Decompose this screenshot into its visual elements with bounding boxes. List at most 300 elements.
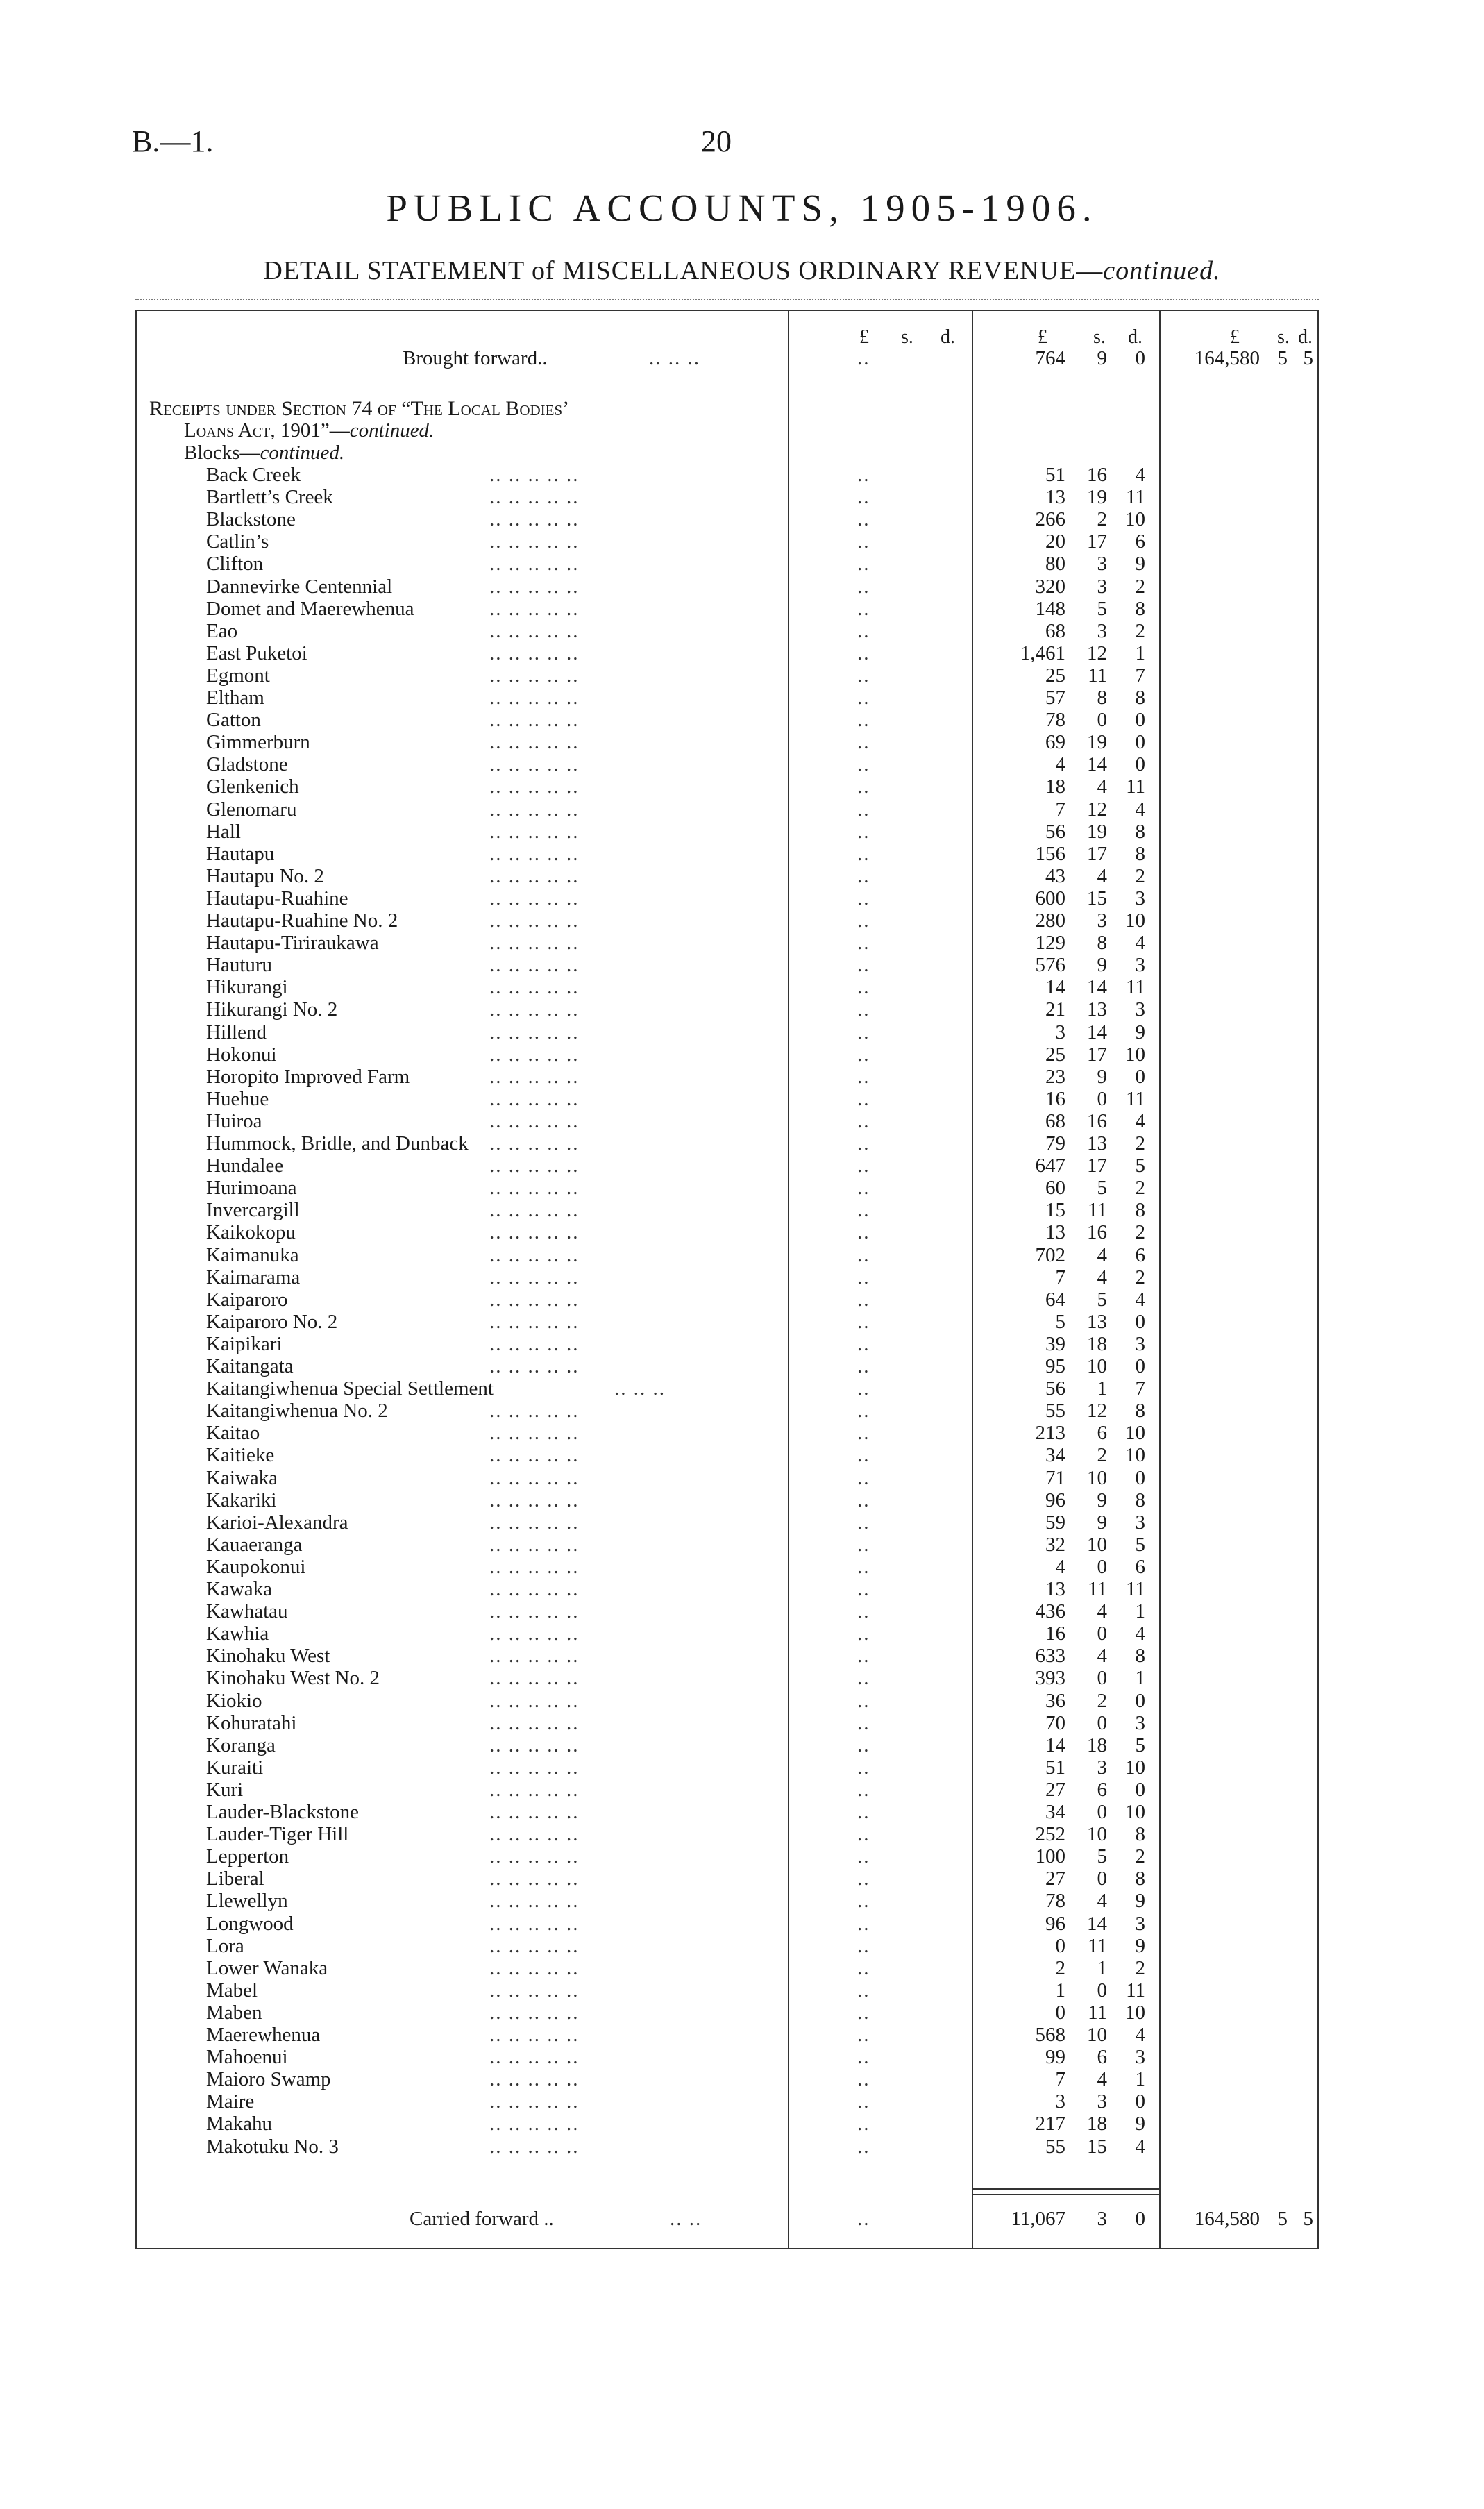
amount-pence: 2 bbox=[1135, 1266, 1145, 1289]
leader-dots: .. .. .. .. .. bbox=[489, 1578, 580, 1600]
col1-blank: .. bbox=[857, 642, 870, 664]
amount-pounds: 57 bbox=[1045, 687, 1065, 709]
amount-pounds: 393 bbox=[1035, 1667, 1065, 1689]
block-name: Gimmerburn bbox=[206, 731, 310, 753]
amount-pence: 2 bbox=[1135, 1132, 1145, 1155]
block-name: Horopito Improved Farm bbox=[206, 1066, 410, 1088]
amount-pounds: 3 bbox=[1055, 1021, 1065, 1043]
amount-pounds: 64 bbox=[1045, 1289, 1065, 1311]
amount-pence: 10 bbox=[1125, 909, 1145, 932]
amount-pounds: 7 bbox=[1055, 1266, 1065, 1289]
amount-pence: 3 bbox=[1135, 954, 1145, 976]
amount-pounds: 148 bbox=[1035, 598, 1065, 620]
amount-pounds: 156 bbox=[1035, 843, 1065, 865]
amount-shillings: 4 bbox=[1097, 1890, 1107, 1912]
block-name: Lower Wanaka bbox=[206, 1957, 328, 1979]
leader-dots: .. .. .. .. .. bbox=[489, 598, 580, 620]
leader-dots: .. .. .. .. .. bbox=[489, 530, 580, 553]
carried-forward-col1: .. bbox=[857, 2208, 870, 2230]
amount-pence: 0 bbox=[1135, 1779, 1145, 1801]
col1-blank: .. bbox=[857, 508, 870, 530]
leader-dots: .. .. .. .. .. bbox=[489, 1355, 580, 1377]
col1-blank: .. bbox=[857, 1645, 870, 1667]
col1-blank: .. bbox=[857, 553, 870, 575]
amount-shillings: 13 bbox=[1087, 998, 1107, 1021]
amount-shillings: 18 bbox=[1087, 1734, 1107, 1756]
col1-blank: .. bbox=[857, 1957, 870, 1979]
col1-blank: .. bbox=[857, 2090, 870, 2113]
amount-pence: 8 bbox=[1135, 843, 1145, 865]
amount-shillings: 3 bbox=[1097, 553, 1107, 575]
col1-blank: .. bbox=[857, 1756, 870, 1779]
leader-dots: .. .. .. .. .. bbox=[489, 1690, 580, 1712]
amount-pounds: 25 bbox=[1045, 664, 1065, 687]
amount-pence: 10 bbox=[1125, 508, 1145, 530]
col1-blank: .. bbox=[857, 1534, 870, 1556]
leader-dots: .. .. .. .. .. bbox=[489, 1489, 580, 1511]
amount-shillings: 18 bbox=[1087, 2113, 1107, 2135]
block-name: Eao bbox=[206, 620, 238, 642]
amount-pounds: 16 bbox=[1045, 1088, 1065, 1110]
block-name: Catlin’s bbox=[206, 530, 269, 553]
amount-shillings: 11 bbox=[1088, 1578, 1107, 1600]
block-name: Mabel bbox=[206, 1979, 258, 2002]
amount-pounds: 14 bbox=[1045, 1734, 1065, 1756]
block-name: Kaupokonui bbox=[206, 1556, 306, 1578]
amount-shillings: 0 bbox=[1097, 1622, 1107, 1645]
amount-shillings: 14 bbox=[1087, 1021, 1107, 1043]
amount-pounds: 78 bbox=[1045, 709, 1065, 731]
leader-dots: .. .. .. .. .. bbox=[489, 2024, 580, 2046]
amount-pence: 0 bbox=[1135, 1355, 1145, 1377]
amount-shillings: 4 bbox=[1097, 1600, 1107, 1622]
brought-forward-col2-shillings: 9 bbox=[1097, 347, 1107, 369]
block-name: East Puketoi bbox=[206, 642, 307, 664]
blocks-subheading bbox=[184, 442, 344, 464]
amount-shillings: 5 bbox=[1097, 1177, 1107, 1199]
leader-dots: .. .. .. .. .. bbox=[489, 1088, 580, 1110]
leader-dots: .. .. .. .. .. bbox=[489, 1868, 580, 1890]
block-name: Back Creek bbox=[206, 464, 301, 486]
amount-pence: 0 bbox=[1135, 753, 1145, 775]
amount-shillings: 19 bbox=[1087, 486, 1107, 508]
amount-pounds: 15 bbox=[1045, 1199, 1065, 1221]
block-name: Hauturu bbox=[206, 954, 273, 976]
col1-blank: .. bbox=[857, 1155, 870, 1177]
leader-dots: .. .. .. .. .. bbox=[489, 1600, 580, 1622]
leader-dots: .. .. .. .. .. bbox=[489, 2046, 580, 2068]
col1-blank: .. bbox=[857, 620, 870, 642]
block-name: Hikurangi No. 2 bbox=[206, 998, 338, 1021]
col1-blank: .. bbox=[857, 1734, 870, 1756]
leader-dots: .. .. .. .. .. bbox=[489, 2090, 580, 2113]
amount-pounds: 27 bbox=[1045, 1868, 1065, 1890]
amount-pounds: 13 bbox=[1045, 1221, 1065, 1243]
block-name: Kuri bbox=[206, 1779, 244, 1801]
amount-shillings: 0 bbox=[1097, 709, 1107, 731]
amount-shillings: 11 bbox=[1088, 1199, 1107, 1221]
amount-pence: 5 bbox=[1135, 1734, 1145, 1756]
amount-pounds: 39 bbox=[1045, 1333, 1065, 1355]
col1-blank: .. bbox=[857, 1845, 870, 1868]
leader-dots: .. .. .. .. .. bbox=[489, 954, 580, 976]
block-name: Kuraiti bbox=[206, 1756, 264, 1779]
carried-forward-label: Carried forward .. bbox=[410, 2208, 554, 2230]
leader-dots: .. .. .. .. .. bbox=[489, 821, 580, 843]
amount-pence: 0 bbox=[1135, 1467, 1145, 1489]
amount-pence: 4 bbox=[1135, 1110, 1145, 1132]
column-divider-3 bbox=[1159, 310, 1161, 2249]
amount-pounds: 70 bbox=[1045, 1712, 1065, 1734]
col2-pence-header: d. bbox=[1128, 326, 1142, 348]
block-name: Kaiparoro bbox=[206, 1289, 288, 1311]
brought-forward-col3-pence: 5 bbox=[1303, 347, 1313, 369]
col1-blank: .. bbox=[857, 1021, 870, 1043]
amount-shillings: 10 bbox=[1087, 1467, 1107, 1489]
amount-pence: 1 bbox=[1135, 1667, 1145, 1689]
col1-blank: .. bbox=[857, 1043, 870, 1066]
col1-blank: .. bbox=[857, 1600, 870, 1622]
amount-shillings: 2 bbox=[1097, 508, 1107, 530]
col3-shillings-header: s. bbox=[1277, 326, 1290, 348]
top-rule bbox=[135, 299, 1319, 300]
amount-pence: 8 bbox=[1135, 1199, 1145, 1221]
col1-blank: .. bbox=[857, 932, 870, 954]
amount-pence: 3 bbox=[1135, 998, 1145, 1021]
amount-pounds: 69 bbox=[1045, 731, 1065, 753]
block-name: Lepperton bbox=[206, 1845, 289, 1868]
leader-dots: .. .. .. .. .. bbox=[489, 753, 580, 775]
amount-shillings: 13 bbox=[1087, 1311, 1107, 1333]
brought-forward-label: Brought forward.. bbox=[403, 347, 548, 369]
amount-pence: 8 bbox=[1135, 598, 1145, 620]
amount-pounds: 129 bbox=[1035, 932, 1065, 954]
leader-dots: .. .. .. .. .. bbox=[489, 1467, 580, 1489]
amount-shillings: 16 bbox=[1087, 1110, 1107, 1132]
amount-pence: 3 bbox=[1135, 1333, 1145, 1355]
amount-shillings: 5 bbox=[1097, 1289, 1107, 1311]
amount-pence: 11 bbox=[1126, 486, 1145, 508]
col1-blank: .. bbox=[857, 1578, 870, 1600]
leader-dots: .. .. .. .. .. bbox=[489, 664, 580, 687]
col1-blank: .. bbox=[857, 1244, 870, 1266]
amount-pounds: 56 bbox=[1045, 1377, 1065, 1400]
col1-blank: .. bbox=[857, 1801, 870, 1823]
col3-pounds-header: £ bbox=[1230, 326, 1240, 348]
amount-pence: 8 bbox=[1135, 1400, 1145, 1422]
col1-blank: .. bbox=[857, 2113, 870, 2135]
col1-blank: .. bbox=[857, 1066, 870, 1088]
block-name: Kawhatau bbox=[206, 1600, 288, 1622]
leader-dots: .. .. .. .. .. bbox=[489, 1199, 580, 1221]
block-name: Huehue bbox=[206, 1088, 269, 1110]
amount-pence: 8 bbox=[1135, 1868, 1145, 1890]
amount-shillings: 14 bbox=[1087, 753, 1107, 775]
amount-pounds: 600 bbox=[1035, 887, 1065, 909]
amount-shillings: 4 bbox=[1097, 2068, 1107, 2090]
leader-dots: .. .. .. .. .. bbox=[489, 865, 580, 887]
amount-shillings: 0 bbox=[1097, 1712, 1107, 1734]
amount-pounds: 21 bbox=[1045, 998, 1065, 1021]
col1-blank: .. bbox=[857, 1311, 870, 1333]
amount-pounds: 99 bbox=[1045, 2046, 1065, 2068]
leader-dots: .. .. .. .. .. bbox=[489, 2113, 580, 2135]
amount-pounds: 576 bbox=[1035, 954, 1065, 976]
block-name: Glenkenich bbox=[206, 775, 299, 798]
leader-dots: .. .. .. .. .. bbox=[489, 2068, 580, 2090]
amount-pounds: 1,461 bbox=[1020, 642, 1065, 664]
block-name: Kaiwaka bbox=[206, 1467, 278, 1489]
amount-pounds: 96 bbox=[1045, 1913, 1065, 1935]
amount-pounds: 78 bbox=[1045, 1890, 1065, 1912]
col1-blank: .. bbox=[857, 887, 870, 909]
amount-shillings: 4 bbox=[1097, 865, 1107, 887]
amount-shillings: 0 bbox=[1097, 1088, 1107, 1110]
amount-pence: 4 bbox=[1135, 2024, 1145, 2046]
amount-pounds: 568 bbox=[1035, 2024, 1065, 2046]
amount-pence: 5 bbox=[1135, 1155, 1145, 1177]
col1-blank: .. bbox=[857, 954, 870, 976]
leader-dots: .. .. .. .. .. bbox=[489, 731, 580, 753]
amount-shillings: 12 bbox=[1087, 642, 1107, 664]
amount-pounds: 95 bbox=[1045, 1355, 1065, 1377]
amount-pence: 3 bbox=[1135, 887, 1145, 909]
amount-pounds: 34 bbox=[1045, 1801, 1065, 1823]
amount-pence: 11 bbox=[1126, 976, 1145, 998]
amount-shillings: 3 bbox=[1097, 909, 1107, 932]
block-name: Invercargill bbox=[206, 1199, 300, 1221]
leader-dots: .. .. .. bbox=[614, 1377, 666, 1400]
block-name: Hummock, Bridle, and Dunback bbox=[206, 1132, 469, 1155]
block-name: Maire bbox=[206, 2090, 255, 2113]
block-name: Kohuratahi bbox=[206, 1712, 297, 1734]
amount-pence: 3 bbox=[1135, 1913, 1145, 1935]
amount-pounds: 7 bbox=[1055, 2068, 1065, 2090]
block-name: Koranga bbox=[206, 1734, 276, 1756]
amount-shillings: 5 bbox=[1097, 598, 1107, 620]
col1-blank: .. bbox=[857, 821, 870, 843]
amount-shillings: 18 bbox=[1087, 1333, 1107, 1355]
leader-dots: .. .. .. .. .. bbox=[489, 1845, 580, 1868]
statement-subtitle bbox=[0, 255, 1484, 286]
brought-forward-col2-pounds: 764 bbox=[1035, 347, 1065, 369]
amount-pence: 9 bbox=[1135, 2113, 1145, 2135]
leader-dots: .. .. .. .. .. bbox=[489, 508, 580, 530]
amount-shillings: 6 bbox=[1097, 2046, 1107, 2068]
amount-pence: 9 bbox=[1135, 553, 1145, 575]
col1-blank: .. bbox=[857, 1333, 870, 1355]
amount-pounds: 0 bbox=[1055, 1935, 1065, 1957]
col1-pounds-header: £ bbox=[859, 326, 869, 348]
leader-dots: .. .. .. .. .. bbox=[489, 642, 580, 664]
amount-shillings: 6 bbox=[1097, 1779, 1107, 1801]
subtitle-main: DETAIL STATEMENT of MISCELLANEOUS ORDINARY REVENUE— bbox=[263, 256, 1104, 285]
block-name: Kaitieke bbox=[206, 1444, 275, 1466]
leader-dots: .. .. .. .. .. bbox=[489, 620, 580, 642]
amount-shillings: 12 bbox=[1087, 1400, 1107, 1422]
col1-blank: .. bbox=[857, 486, 870, 508]
block-name: Maioro Swamp bbox=[206, 2068, 331, 2090]
col1-blank: .. bbox=[857, 1511, 870, 1534]
amount-shillings: 9 bbox=[1097, 1066, 1107, 1088]
amount-pounds: 213 bbox=[1035, 1422, 1065, 1444]
leader-dots: .. .. .. .. .. bbox=[489, 1511, 580, 1534]
amount-pence: 0 bbox=[1135, 2090, 1145, 2113]
section-heading-act: Loans Act, 1901”— bbox=[184, 419, 350, 442]
block-name: Dannevirke Centennial bbox=[206, 576, 393, 598]
amount-shillings: 16 bbox=[1087, 464, 1107, 486]
amount-pounds: 4 bbox=[1055, 753, 1065, 775]
amount-shillings: 15 bbox=[1087, 2135, 1107, 2158]
amount-pence: 10 bbox=[1125, 1422, 1145, 1444]
col1-blank: .. bbox=[857, 598, 870, 620]
leader-dots: .. .. .. .. .. bbox=[489, 1132, 580, 1155]
block-name: Hall bbox=[206, 821, 241, 843]
col1-blank: .. bbox=[857, 687, 870, 709]
amount-pence: 7 bbox=[1135, 664, 1145, 687]
leader-dots: .. .. .. .. .. bbox=[489, 1979, 580, 2002]
block-name: Kaitangata bbox=[206, 1355, 294, 1377]
leader-dots: .. .. .. .. .. bbox=[489, 1110, 580, 1132]
block-name: Huiroa bbox=[206, 1110, 262, 1132]
leader-dots: .. .. .. .. .. bbox=[489, 464, 580, 486]
block-name: Kaimanuka bbox=[206, 1244, 299, 1266]
amount-shillings: 19 bbox=[1087, 821, 1107, 843]
leader-dots: .. .. .. .. .. bbox=[489, 1333, 580, 1355]
leader-dots: .. .. .. .. .. bbox=[489, 1890, 580, 1912]
leader-dots: .. .. .. .. .. bbox=[489, 1823, 580, 1845]
amount-pence: 10 bbox=[1125, 1043, 1145, 1066]
amount-pence: 4 bbox=[1135, 1289, 1145, 1311]
amount-shillings: 15 bbox=[1087, 887, 1107, 909]
amount-shillings: 14 bbox=[1087, 976, 1107, 998]
block-name: Makotuku No. 3 bbox=[206, 2135, 339, 2158]
col1-blank: .. bbox=[857, 1377, 870, 1400]
block-name: Kawaka bbox=[206, 1578, 273, 1600]
block-name: Kaimarama bbox=[206, 1266, 301, 1289]
amount-pence: 0 bbox=[1135, 731, 1145, 753]
carried-forward-col3-pounds: 164,580 bbox=[1194, 2208, 1260, 2230]
amount-shillings: 8 bbox=[1097, 687, 1107, 709]
col1-pence-header: d. bbox=[941, 326, 955, 348]
amount-pounds: 1 bbox=[1055, 1979, 1065, 2002]
amount-pounds: 51 bbox=[1045, 464, 1065, 486]
subtitle-continued: continued. bbox=[1103, 256, 1221, 285]
block-name: Hokonui bbox=[206, 1043, 277, 1066]
block-name: Makahu bbox=[206, 2113, 273, 2135]
amount-shillings: 17 bbox=[1087, 843, 1107, 865]
amount-pence: 7 bbox=[1135, 1377, 1145, 1400]
col1-blank: .. bbox=[857, 798, 870, 821]
blocks-label: Blocks— bbox=[184, 442, 260, 464]
block-name: Longwood bbox=[206, 1913, 294, 1935]
block-name: Domet and Maerewhenua bbox=[206, 598, 414, 620]
amount-pounds: 71 bbox=[1045, 1467, 1065, 1489]
col1-blank: .. bbox=[857, 1556, 870, 1578]
block-name: Liberal bbox=[206, 1868, 264, 1890]
brought-forward-col2-pence: 0 bbox=[1135, 347, 1145, 369]
col1-blank: .. bbox=[857, 1400, 870, 1422]
leader-dots: .. .. .. .. .. bbox=[489, 1221, 580, 1243]
leader-dots: .. .. .. .. .. bbox=[489, 1935, 580, 1957]
amount-pence: 10 bbox=[1125, 1756, 1145, 1779]
carried-forward-col3-shillings: 5 bbox=[1277, 2208, 1288, 2230]
column-divider-2 bbox=[972, 310, 973, 2249]
amount-pence: 3 bbox=[1135, 1712, 1145, 1734]
amount-shillings: 5 bbox=[1097, 1845, 1107, 1868]
block-name: Kaitao bbox=[206, 1422, 260, 1444]
amount-pence: 4 bbox=[1135, 798, 1145, 821]
leader-dots: .. .. .. .. .. bbox=[489, 998, 580, 1021]
brought-forward-col3-shillings: 5 bbox=[1277, 347, 1288, 369]
amount-pence: 9 bbox=[1135, 1021, 1145, 1043]
amount-pounds: 13 bbox=[1045, 486, 1065, 508]
col1-blank: .. bbox=[857, 576, 870, 598]
amount-pounds: 23 bbox=[1045, 1066, 1065, 1088]
col1-blank: .. bbox=[857, 2024, 870, 2046]
amount-shillings: 13 bbox=[1087, 1132, 1107, 1155]
col1-blank: .. bbox=[857, 1913, 870, 1935]
amount-pounds: 702 bbox=[1035, 1244, 1065, 1266]
leader-dots: .. .. .. .. .. bbox=[489, 687, 580, 709]
amount-shillings: 9 bbox=[1097, 1489, 1107, 1511]
amount-pounds: 0 bbox=[1055, 2002, 1065, 2024]
block-name: Lora bbox=[206, 1935, 244, 1957]
block-name: Llewellyn bbox=[206, 1890, 288, 1912]
column-divider-1 bbox=[788, 310, 789, 2249]
amount-pounds: 4 bbox=[1055, 1556, 1065, 1578]
leader-dots: .. .. .. .. .. bbox=[489, 775, 580, 798]
leader-dots: .. .. .. .. .. bbox=[489, 1289, 580, 1311]
amount-pounds: 34 bbox=[1045, 1444, 1065, 1466]
block-name: Kaitangiwhenua No. 2 bbox=[206, 1400, 388, 1422]
col1-blank: .. bbox=[857, 865, 870, 887]
amount-shillings: 0 bbox=[1097, 1979, 1107, 2002]
amount-shillings: 9 bbox=[1097, 1511, 1107, 1534]
col1-blank: .. bbox=[857, 731, 870, 753]
amount-pence: 11 bbox=[1126, 1979, 1145, 2002]
col1-blank: .. bbox=[857, 1110, 870, 1132]
block-name: Kakariki bbox=[206, 1489, 277, 1511]
amount-shillings: 10 bbox=[1087, 1355, 1107, 1377]
col1-blank: .. bbox=[857, 2135, 870, 2158]
leader-dots: .. .. .. .. .. bbox=[489, 1311, 580, 1333]
col1-blank: .. bbox=[857, 464, 870, 486]
carried-forward-col2-pounds: 11,067 bbox=[1011, 2208, 1065, 2230]
amount-pence: 9 bbox=[1135, 1935, 1145, 1957]
block-name: Kaipikari bbox=[206, 1333, 283, 1355]
amount-pounds: 51 bbox=[1045, 1756, 1065, 1779]
amount-pence: 0 bbox=[1135, 709, 1145, 731]
col1-blank: .. bbox=[857, 1177, 870, 1199]
amount-pounds: 18 bbox=[1045, 775, 1065, 798]
col1-blank: .. bbox=[857, 1779, 870, 1801]
amount-pence: 2 bbox=[1135, 1177, 1145, 1199]
leader-dots: .. .. .. .. .. bbox=[489, 1645, 580, 1667]
leader-dots: .. .. .. .. .. bbox=[489, 1913, 580, 1935]
amount-pounds: 96 bbox=[1045, 1489, 1065, 1511]
amount-pounds: 7 bbox=[1055, 798, 1065, 821]
amount-shillings: 11 bbox=[1088, 664, 1107, 687]
amount-pounds: 217 bbox=[1035, 2113, 1065, 2135]
amount-pence: 11 bbox=[1126, 1578, 1145, 1600]
col1-blank: .. bbox=[857, 1221, 870, 1243]
amount-pence: 6 bbox=[1135, 1556, 1145, 1578]
amount-shillings: 3 bbox=[1097, 620, 1107, 642]
amount-shillings: 17 bbox=[1087, 1043, 1107, 1066]
amount-shillings: 2 bbox=[1097, 1444, 1107, 1466]
amount-shillings: 6 bbox=[1097, 1422, 1107, 1444]
